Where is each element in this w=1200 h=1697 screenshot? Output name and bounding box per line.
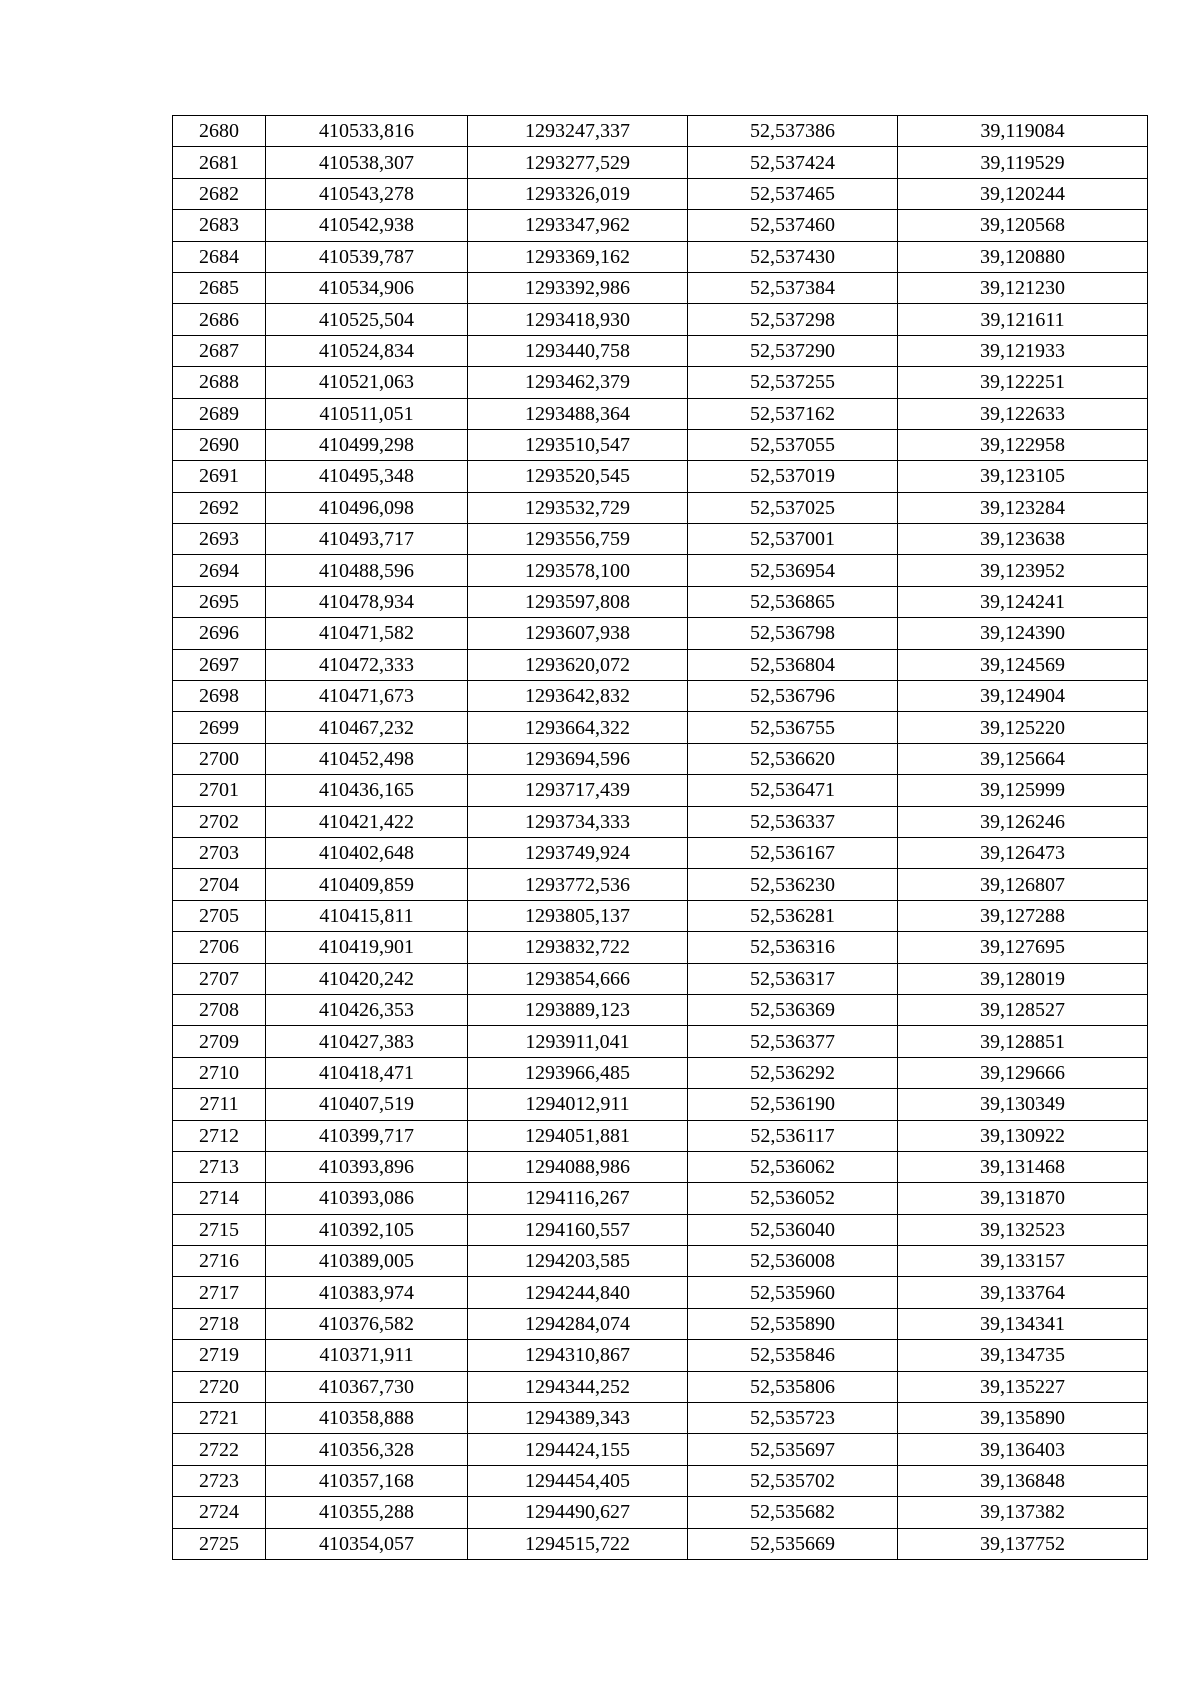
x-coordinate-cell: 410418,471: [266, 1057, 468, 1088]
table-row: [173, 806, 1148, 837]
x-coordinate-cell: 410392,105: [266, 1214, 468, 1245]
y-coordinate-cell: 1293607,938: [468, 618, 688, 649]
longitude-cell: 39,125664: [898, 743, 1148, 774]
latitude-cell: 52,536377: [688, 1026, 898, 1057]
latitude-cell: 52,536292: [688, 1057, 898, 1088]
point-number-cell: 2715: [173, 1214, 266, 1245]
point-number-cell: 2685: [173, 272, 266, 303]
latitude-cell: 52,537386: [688, 116, 898, 147]
x-coordinate-cell: 410542,938: [266, 210, 468, 241]
point-number-cell: 2703: [173, 837, 266, 868]
table-row: [173, 241, 1148, 272]
table-row: [173, 649, 1148, 680]
table-row: [173, 367, 1148, 398]
table-row: [173, 178, 1148, 209]
table-row: [173, 681, 1148, 712]
latitude-cell: 52,535702: [688, 1465, 898, 1496]
x-coordinate-cell: 410399,717: [266, 1120, 468, 1151]
point-number-cell: 2706: [173, 932, 266, 963]
y-coordinate-cell: 1293642,832: [468, 681, 688, 712]
table-row: [173, 1340, 1148, 1371]
longitude-cell: 39,120880: [898, 241, 1148, 272]
x-coordinate-cell: 410367,730: [266, 1371, 468, 1402]
table-row: [173, 1026, 1148, 1057]
latitude-cell: 52,536040: [688, 1214, 898, 1245]
point-number-cell: 2697: [173, 649, 266, 680]
point-number-cell: 2693: [173, 524, 266, 555]
y-coordinate-cell: 1294203,585: [468, 1246, 688, 1277]
x-coordinate-cell: 410389,005: [266, 1246, 468, 1277]
point-number-cell: 2716: [173, 1246, 266, 1277]
y-coordinate-cell: 1294284,074: [468, 1308, 688, 1339]
latitude-cell: 52,536281: [688, 900, 898, 931]
latitude-cell: 52,537025: [688, 492, 898, 523]
latitude-cell: 52,536052: [688, 1183, 898, 1214]
y-coordinate-cell: 1293597,808: [468, 586, 688, 617]
y-coordinate-cell: 1294389,343: [468, 1403, 688, 1434]
x-coordinate-cell: 410393,086: [266, 1183, 468, 1214]
x-coordinate-cell: 410525,504: [266, 304, 468, 335]
table-row: [173, 1403, 1148, 1434]
longitude-cell: 39,123105: [898, 461, 1148, 492]
longitude-cell: 39,122251: [898, 367, 1148, 398]
latitude-cell: 52,536117: [688, 1120, 898, 1151]
longitude-cell: 39,124569: [898, 649, 1148, 680]
y-coordinate-cell: 1294310,867: [468, 1340, 688, 1371]
x-coordinate-cell: 410426,353: [266, 994, 468, 1025]
y-coordinate-cell: 1294424,155: [468, 1434, 688, 1465]
y-coordinate-cell: 1293911,041: [468, 1026, 688, 1057]
point-number-cell: 2724: [173, 1497, 266, 1528]
table-row: [173, 837, 1148, 868]
x-coordinate-cell: 410495,348: [266, 461, 468, 492]
y-coordinate-cell: 1293510,547: [468, 429, 688, 460]
point-number-cell: 2690: [173, 429, 266, 460]
table-row: [173, 1057, 1148, 1088]
point-number-cell: 2717: [173, 1277, 266, 1308]
point-number-cell: 2691: [173, 461, 266, 492]
table-row: [173, 743, 1148, 774]
latitude-cell: 52,537255: [688, 367, 898, 398]
latitude-cell: 52,536316: [688, 932, 898, 963]
point-number-cell: 2720: [173, 1371, 266, 1402]
longitude-cell: 39,128019: [898, 963, 1148, 994]
point-number-cell: 2696: [173, 618, 266, 649]
longitude-cell: 39,121230: [898, 272, 1148, 303]
x-coordinate-cell: 410358,888: [266, 1403, 468, 1434]
longitude-cell: 39,120568: [898, 210, 1148, 241]
x-coordinate-cell: 410524,834: [266, 335, 468, 366]
y-coordinate-cell: 1293392,986: [468, 272, 688, 303]
longitude-cell: 39,123952: [898, 555, 1148, 586]
latitude-cell: 52,536798: [688, 618, 898, 649]
table-row: [173, 1120, 1148, 1151]
point-number-cell: 2719: [173, 1340, 266, 1371]
table-row: [173, 304, 1148, 335]
table-row: [173, 461, 1148, 492]
y-coordinate-cell: 1293369,162: [468, 241, 688, 272]
table-row: [173, 1151, 1148, 1182]
x-coordinate-cell: 410356,328: [266, 1434, 468, 1465]
point-number-cell: 2695: [173, 586, 266, 617]
point-number-cell: 2680: [173, 116, 266, 147]
x-coordinate-cell: 410402,648: [266, 837, 468, 868]
point-number-cell: 2699: [173, 712, 266, 743]
y-coordinate-cell: 1293440,758: [468, 335, 688, 366]
latitude-cell: 52,537460: [688, 210, 898, 241]
point-number-cell: 2700: [173, 743, 266, 774]
longitude-cell: 39,136848: [898, 1465, 1148, 1496]
table-row: [173, 1434, 1148, 1465]
table-row: [173, 932, 1148, 963]
latitude-cell: 52,537055: [688, 429, 898, 460]
latitude-cell: 52,537465: [688, 178, 898, 209]
x-coordinate-cell: 410472,333: [266, 649, 468, 680]
point-number-cell: 2704: [173, 869, 266, 900]
longitude-cell: 39,122958: [898, 429, 1148, 460]
longitude-cell: 39,135227: [898, 1371, 1148, 1402]
y-coordinate-cell: 1294160,557: [468, 1214, 688, 1245]
point-number-cell: 2698: [173, 681, 266, 712]
x-coordinate-cell: 410420,242: [266, 963, 468, 994]
table-row: [173, 1371, 1148, 1402]
latitude-cell: 52,535890: [688, 1308, 898, 1339]
longitude-cell: 39,137752: [898, 1528, 1148, 1559]
longitude-cell: 39,125220: [898, 712, 1148, 743]
table-row: [173, 210, 1148, 241]
y-coordinate-cell: 1294244,840: [468, 1277, 688, 1308]
point-number-cell: 2711: [173, 1089, 266, 1120]
longitude-cell: 39,134735: [898, 1340, 1148, 1371]
x-coordinate-cell: 410407,519: [266, 1089, 468, 1120]
x-coordinate-cell: 410415,811: [266, 900, 468, 931]
longitude-cell: 39,120244: [898, 178, 1148, 209]
point-number-cell: 2705: [173, 900, 266, 931]
table-row: [173, 869, 1148, 900]
y-coordinate-cell: 1293664,322: [468, 712, 688, 743]
table-row: [173, 1497, 1148, 1528]
y-coordinate-cell: 1293556,759: [468, 524, 688, 555]
y-coordinate-cell: 1294515,722: [468, 1528, 688, 1559]
y-coordinate-cell: 1294012,911: [468, 1089, 688, 1120]
latitude-cell: 52,536471: [688, 775, 898, 806]
latitude-cell: 52,535806: [688, 1371, 898, 1402]
table-row: [173, 492, 1148, 523]
longitude-cell: 39,133157: [898, 1246, 1148, 1277]
point-number-cell: 2687: [173, 335, 266, 366]
x-coordinate-cell: 410543,278: [266, 178, 468, 209]
latitude-cell: 52,535846: [688, 1340, 898, 1371]
x-coordinate-cell: 410539,787: [266, 241, 468, 272]
longitude-cell: 39,123284: [898, 492, 1148, 523]
latitude-cell: 52,537384: [688, 272, 898, 303]
latitude-cell: 52,536317: [688, 963, 898, 994]
coordinates-table: [172, 115, 1148, 1560]
longitude-cell: 39,131870: [898, 1183, 1148, 1214]
x-coordinate-cell: 410499,298: [266, 429, 468, 460]
longitude-cell: 39,123638: [898, 524, 1148, 555]
y-coordinate-cell: 1293488,364: [468, 398, 688, 429]
latitude-cell: 52,537001: [688, 524, 898, 555]
latitude-cell: 52,536337: [688, 806, 898, 837]
table-row: [173, 335, 1148, 366]
y-coordinate-cell: 1293772,536: [468, 869, 688, 900]
point-number-cell: 2710: [173, 1057, 266, 1088]
longitude-cell: 39,136403: [898, 1434, 1148, 1465]
longitude-cell: 39,119529: [898, 147, 1148, 178]
y-coordinate-cell: 1294344,252: [468, 1371, 688, 1402]
y-coordinate-cell: 1293418,930: [468, 304, 688, 335]
table-row: [173, 900, 1148, 931]
table-row: [173, 1183, 1148, 1214]
y-coordinate-cell: 1293520,545: [468, 461, 688, 492]
table-row: [173, 1246, 1148, 1277]
point-number-cell: 2686: [173, 304, 266, 335]
x-coordinate-cell: 410521,063: [266, 367, 468, 398]
point-number-cell: 2713: [173, 1151, 266, 1182]
longitude-cell: 39,137382: [898, 1497, 1148, 1528]
y-coordinate-cell: 1293749,924: [468, 837, 688, 868]
latitude-cell: 52,536865: [688, 586, 898, 617]
y-coordinate-cell: 1293462,379: [468, 367, 688, 398]
y-coordinate-cell: 1294051,881: [468, 1120, 688, 1151]
x-coordinate-cell: 410409,859: [266, 869, 468, 900]
point-number-cell: 2683: [173, 210, 266, 241]
point-number-cell: 2702: [173, 806, 266, 837]
table-row: [173, 1089, 1148, 1120]
x-coordinate-cell: 410534,906: [266, 272, 468, 303]
table-row: [173, 524, 1148, 555]
table-row: [173, 618, 1148, 649]
longitude-cell: 39,126473: [898, 837, 1148, 868]
latitude-cell: 52,536620: [688, 743, 898, 774]
latitude-cell: 52,537424: [688, 147, 898, 178]
latitude-cell: 52,536755: [688, 712, 898, 743]
point-number-cell: 2708: [173, 994, 266, 1025]
point-number-cell: 2718: [173, 1308, 266, 1339]
longitude-cell: 39,124241: [898, 586, 1148, 617]
table-row: [173, 1308, 1148, 1339]
x-coordinate-cell: 410419,901: [266, 932, 468, 963]
y-coordinate-cell: 1293805,137: [468, 900, 688, 931]
longitude-cell: 39,121933: [898, 335, 1148, 366]
x-coordinate-cell: 410496,098: [266, 492, 468, 523]
latitude-cell: 52,536167: [688, 837, 898, 868]
y-coordinate-cell: 1293532,729: [468, 492, 688, 523]
x-coordinate-cell: 410467,232: [266, 712, 468, 743]
longitude-cell: 39,119084: [898, 116, 1148, 147]
y-coordinate-cell: 1293694,596: [468, 743, 688, 774]
y-coordinate-cell: 1294116,267: [468, 1183, 688, 1214]
table-row: [173, 147, 1148, 178]
y-coordinate-cell: 1293966,485: [468, 1057, 688, 1088]
latitude-cell: 52,535723: [688, 1403, 898, 1434]
table-row: [173, 963, 1148, 994]
table-row: [173, 1465, 1148, 1496]
latitude-cell: 52,535682: [688, 1497, 898, 1528]
x-coordinate-cell: 410533,816: [266, 116, 468, 147]
longitude-cell: 39,130922: [898, 1120, 1148, 1151]
x-coordinate-cell: 410488,596: [266, 555, 468, 586]
latitude-cell: 52,537298: [688, 304, 898, 335]
point-number-cell: 2722: [173, 1434, 266, 1465]
latitude-cell: 52,536804: [688, 649, 898, 680]
y-coordinate-cell: 1293247,337: [468, 116, 688, 147]
longitude-cell: 39,130349: [898, 1089, 1148, 1120]
latitude-cell: 52,537430: [688, 241, 898, 272]
latitude-cell: 52,537019: [688, 461, 898, 492]
table-row: [173, 555, 1148, 586]
x-coordinate-cell: 410421,422: [266, 806, 468, 837]
x-coordinate-cell: 410493,717: [266, 524, 468, 555]
point-number-cell: 2684: [173, 241, 266, 272]
longitude-cell: 39,132523: [898, 1214, 1148, 1245]
y-coordinate-cell: 1294088,986: [468, 1151, 688, 1182]
point-number-cell: 2714: [173, 1183, 266, 1214]
y-coordinate-cell: 1293326,019: [468, 178, 688, 209]
x-coordinate-cell: 410538,307: [266, 147, 468, 178]
x-coordinate-cell: 410354,057: [266, 1528, 468, 1559]
longitude-cell: 39,126246: [898, 806, 1148, 837]
longitude-cell: 39,135890: [898, 1403, 1148, 1434]
coordinates-table-body: [173, 116, 1148, 1560]
longitude-cell: 39,124904: [898, 681, 1148, 712]
table-row: [173, 775, 1148, 806]
x-coordinate-cell: 410427,383: [266, 1026, 468, 1057]
y-coordinate-cell: 1293832,722: [468, 932, 688, 963]
y-coordinate-cell: 1293717,439: [468, 775, 688, 806]
x-coordinate-cell: 410371,911: [266, 1340, 468, 1371]
x-coordinate-cell: 410471,582: [266, 618, 468, 649]
y-coordinate-cell: 1293347,962: [468, 210, 688, 241]
longitude-cell: 39,129666: [898, 1057, 1148, 1088]
y-coordinate-cell: 1294454,405: [468, 1465, 688, 1496]
table-row: [173, 272, 1148, 303]
latitude-cell: 52,536796: [688, 681, 898, 712]
table-row: [173, 1214, 1148, 1245]
x-coordinate-cell: 410511,051: [266, 398, 468, 429]
table-row: [173, 116, 1148, 147]
y-coordinate-cell: 1294490,627: [468, 1497, 688, 1528]
longitude-cell: 39,121611: [898, 304, 1148, 335]
x-coordinate-cell: 410436,165: [266, 775, 468, 806]
latitude-cell: 52,535960: [688, 1277, 898, 1308]
latitude-cell: 52,535669: [688, 1528, 898, 1559]
y-coordinate-cell: 1293734,333: [468, 806, 688, 837]
x-coordinate-cell: 410478,934: [266, 586, 468, 617]
longitude-cell: 39,131468: [898, 1151, 1148, 1182]
point-number-cell: 2692: [173, 492, 266, 523]
latitude-cell: 52,536369: [688, 994, 898, 1025]
latitude-cell: 52,536954: [688, 555, 898, 586]
point-number-cell: 2682: [173, 178, 266, 209]
longitude-cell: 39,127695: [898, 932, 1148, 963]
y-coordinate-cell: 1293854,666: [468, 963, 688, 994]
x-coordinate-cell: 410393,896: [266, 1151, 468, 1182]
table-row: [173, 398, 1148, 429]
point-number-cell: 2707: [173, 963, 266, 994]
longitude-cell: 39,124390: [898, 618, 1148, 649]
latitude-cell: 52,537162: [688, 398, 898, 429]
point-number-cell: 2712: [173, 1120, 266, 1151]
point-number-cell: 2709: [173, 1026, 266, 1057]
longitude-cell: 39,128527: [898, 994, 1148, 1025]
x-coordinate-cell: 410357,168: [266, 1465, 468, 1496]
x-coordinate-cell: 410452,498: [266, 743, 468, 774]
point-number-cell: 2721: [173, 1403, 266, 1434]
latitude-cell: 52,536062: [688, 1151, 898, 1182]
y-coordinate-cell: 1293277,529: [468, 147, 688, 178]
longitude-cell: 39,122633: [898, 398, 1148, 429]
longitude-cell: 39,126807: [898, 869, 1148, 900]
table-row: [173, 586, 1148, 617]
latitude-cell: 52,537290: [688, 335, 898, 366]
x-coordinate-cell: 410355,288: [266, 1497, 468, 1528]
y-coordinate-cell: 1293620,072: [468, 649, 688, 680]
longitude-cell: 39,133764: [898, 1277, 1148, 1308]
latitude-cell: 52,536008: [688, 1246, 898, 1277]
longitude-cell: 39,134341: [898, 1308, 1148, 1339]
table-row: [173, 712, 1148, 743]
x-coordinate-cell: 410376,582: [266, 1308, 468, 1339]
x-coordinate-cell: 410471,673: [266, 681, 468, 712]
latitude-cell: 52,535697: [688, 1434, 898, 1465]
point-number-cell: 2689: [173, 398, 266, 429]
table-row: [173, 994, 1148, 1025]
y-coordinate-cell: 1293889,123: [468, 994, 688, 1025]
y-coordinate-cell: 1293578,100: [468, 555, 688, 586]
point-number-cell: 2688: [173, 367, 266, 398]
longitude-cell: 39,128851: [898, 1026, 1148, 1057]
point-number-cell: 2681: [173, 147, 266, 178]
table-row: [173, 1277, 1148, 1308]
point-number-cell: 2725: [173, 1528, 266, 1559]
table-row: [173, 429, 1148, 460]
point-number-cell: 2701: [173, 775, 266, 806]
x-coordinate-cell: 410383,974: [266, 1277, 468, 1308]
point-number-cell: 2723: [173, 1465, 266, 1496]
point-number-cell: 2694: [173, 555, 266, 586]
table-row: [173, 1528, 1148, 1559]
latitude-cell: 52,536190: [688, 1089, 898, 1120]
longitude-cell: 39,127288: [898, 900, 1148, 931]
longitude-cell: 39,125999: [898, 775, 1148, 806]
latitude-cell: 52,536230: [688, 869, 898, 900]
